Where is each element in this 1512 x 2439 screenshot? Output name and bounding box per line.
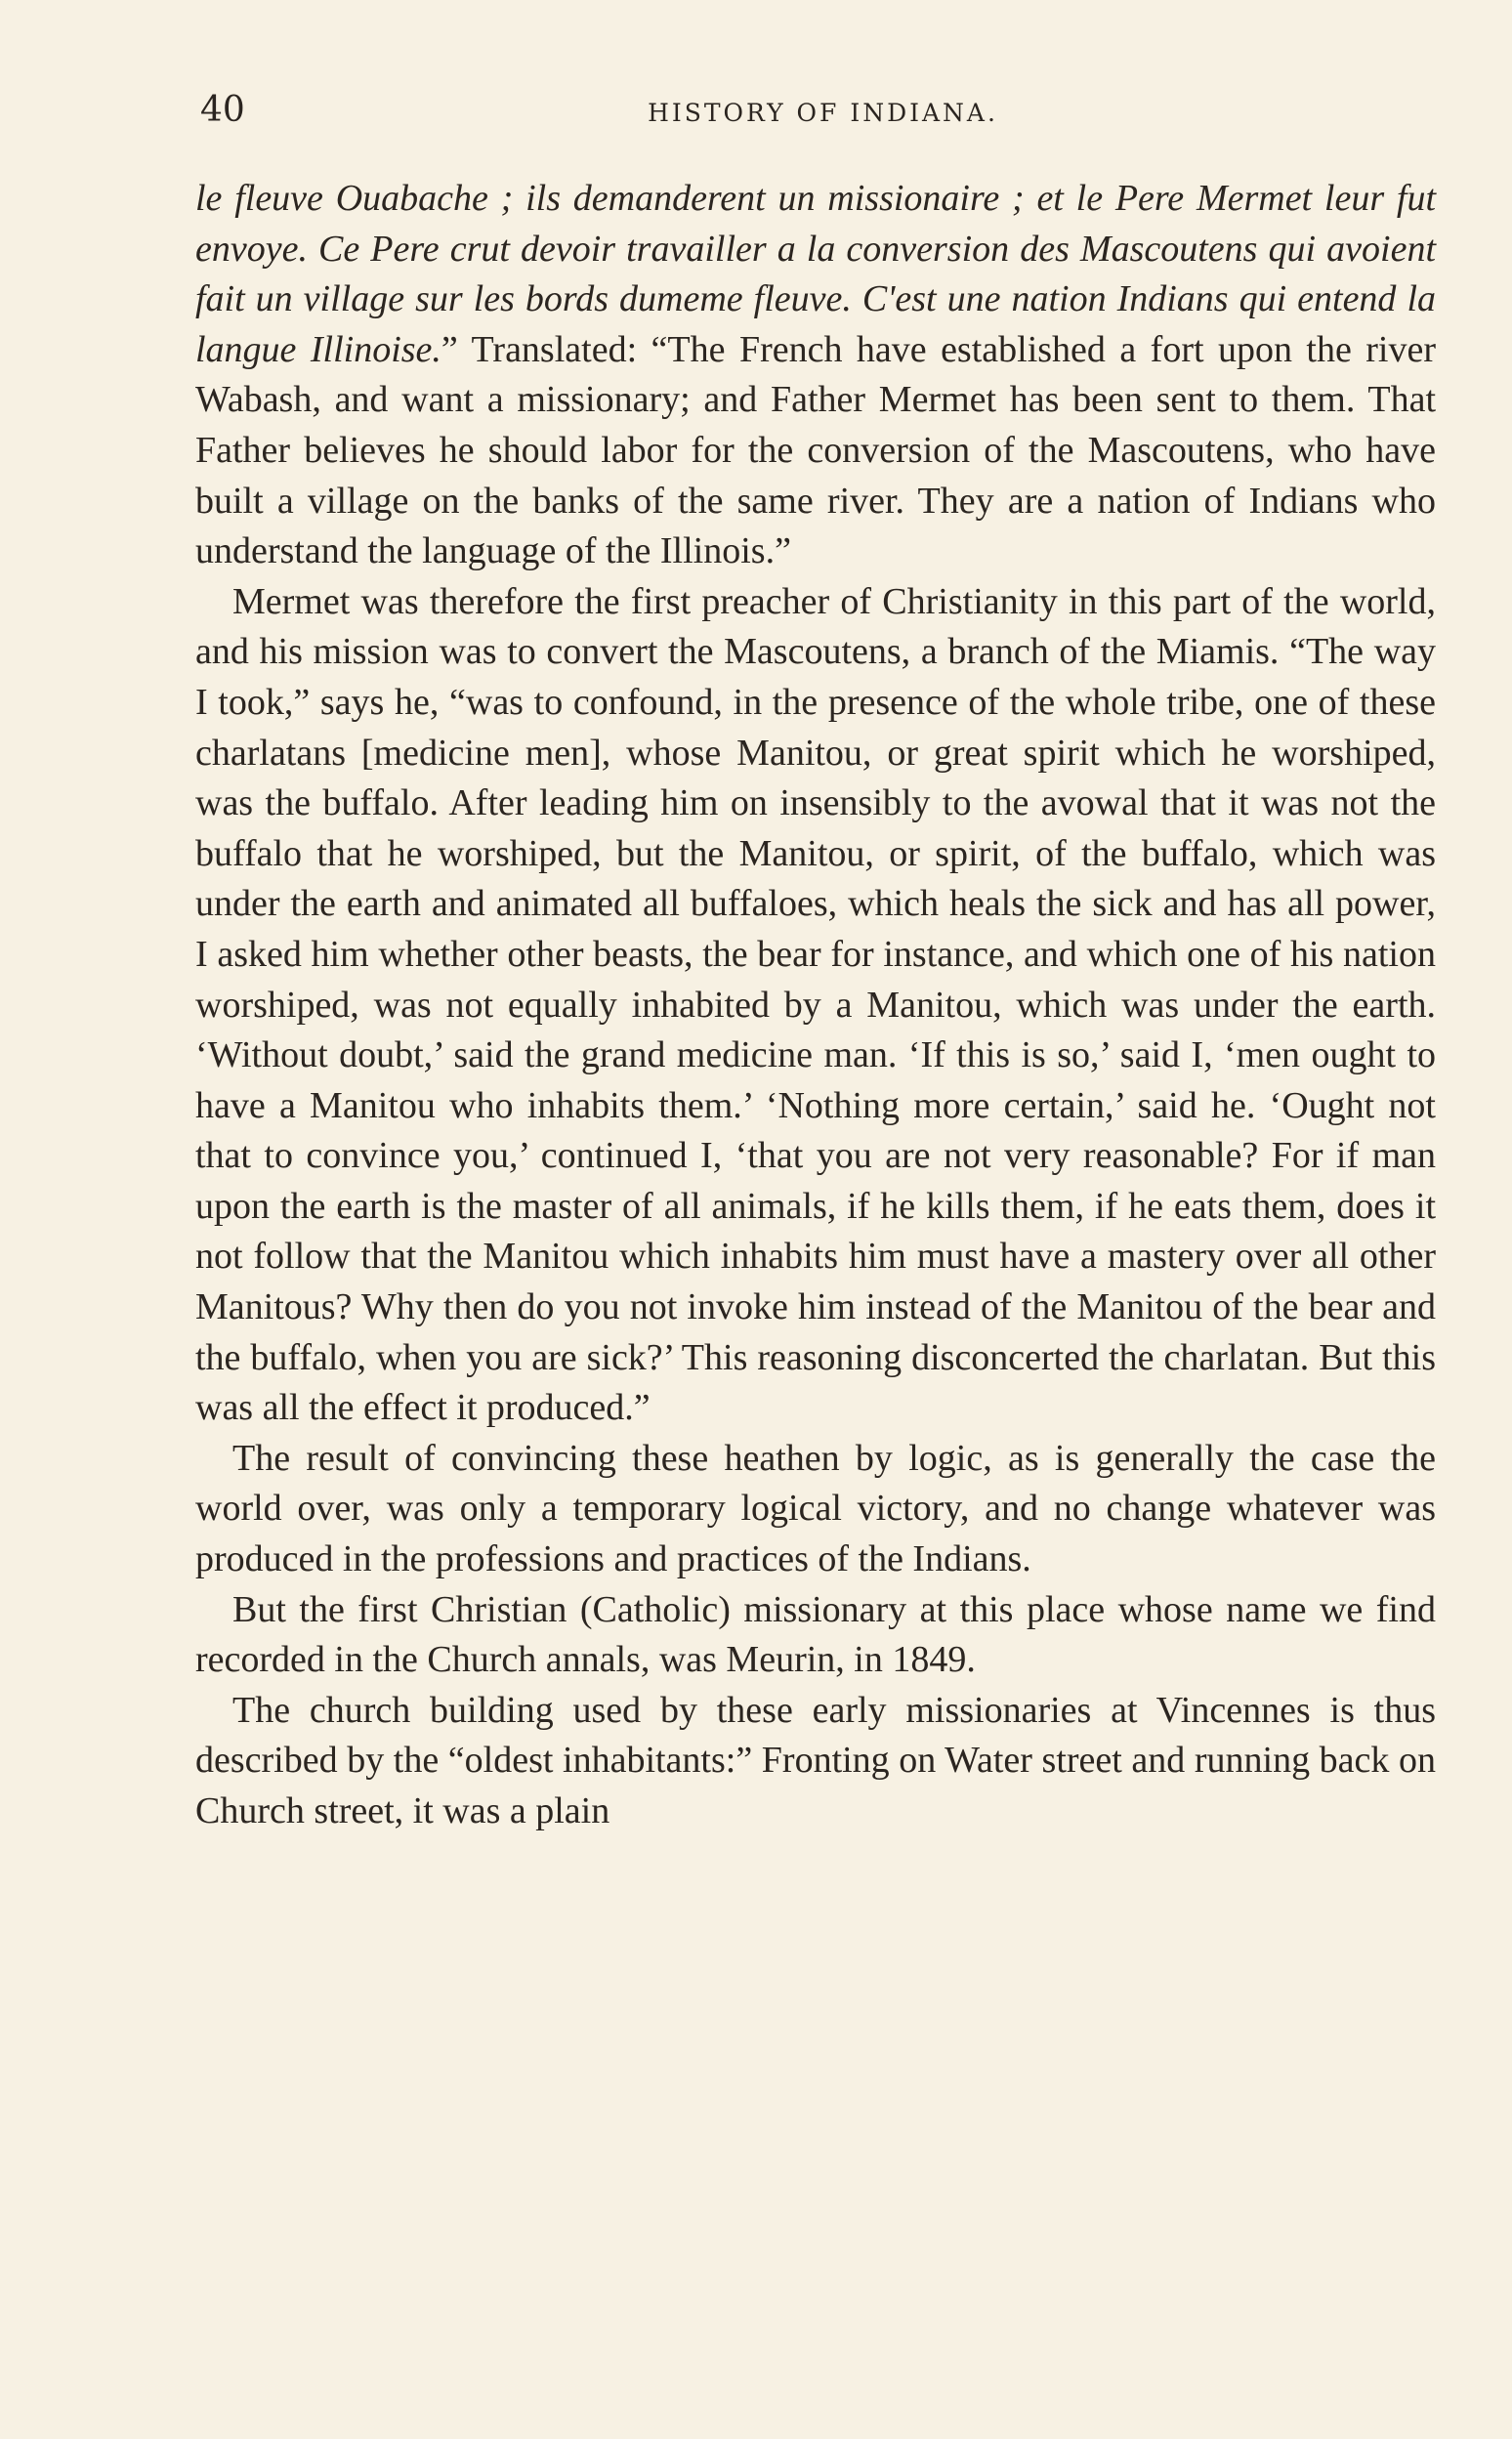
- paragraph-church-building: The church building used by these early missionaries at Vincennes is thus described by the “oldest inhabitants:” Fronting on Water street and running back on Church street, it was a plain: [195, 1689, 1436, 1831]
- page-number: 40: [200, 90, 245, 130]
- page-header: [200, 90, 1446, 139]
- closing-quote-mark: ”: [441, 328, 458, 370]
- translation-text: Translated: “The French have established a fort upon the river Wabash, and want a missionary; and Father Mermet has been sent to them. That Father believes he should labor for the conversion of the Mascoutens, who have built a village on the banks of the same river. They are a nation of Indians who understand the language of the Illinois.”: [195, 328, 1436, 572]
- paragraph-mermet: Mermet was therefore the first preacher of Christianity in this part of the world, and his mission was to convert the Mascoutens, a branch of the Miamis. “The way I took,” says he, “was to confound, in the presence of the whole tribe, one of these charlatans [medicine men], whose Manitou, or great spirit which he worshiped, was the buffalo. After leading him on insensibly to the avowal that it was not the buffalo that he worshiped, but the Manitou, or spirit, of the buffalo, which was under the earth and animated all buffaloes, which heals the sick and has all power, I asked him whether other beasts, the bear for instance, and which one of his nation worshiped, was not equally inhabited by a Manitou, which was under the earth. ‘Without doubt,’ said the grand medicine man. ‘If this is so,’ said I, ‘men ought to have a Manitou who inhabits them.’ ‘Nothing more certain,’ said he. ‘Ought not that to convince you,’ continued I, ‘that you are not very reasonable? For if man upon the earth is the master of all animals, if he kills them, if he eats them, does it not follow that the Manitou which inhabits him must have a mastery over all other Manitous? Why then do you not invoke him instead of the Manitou of the bear and the buffalo, when you are sick?’ This reasoning disconcerted the charlatan. But this was all the effect it produced.”: [195, 580, 1436, 1429]
- running-head: HISTORY OF INDIANA.: [648, 99, 998, 127]
- paragraph-french-quote: [195, 174, 1436, 577]
- paragraph-first-missionary: But the first Christian (Catholic) missionary at this place whose name we find recorded in the Church annals, was Meurin, in 1849.: [195, 1588, 1436, 1681]
- body-text: [195, 174, 1436, 1837]
- french-quote: le fleuve Ouabache ; ils demanderent un missionaire ; et le Pere Mermet leur fut envoye. Ce Pere crut devoir travailler a la conversion des Mascoutens qui avoient fait un village sur les bords dumeme fleuve. C'est une nation Indians qui entend la langue Illinoise.: [195, 178, 1436, 370]
- paragraph-result: The result of convincing these heathen by logic, as is generally the case the world over, was only a temporary logical victory, and no change whatever was produced in the professions and practices of the Indians.: [195, 1437, 1436, 1580]
